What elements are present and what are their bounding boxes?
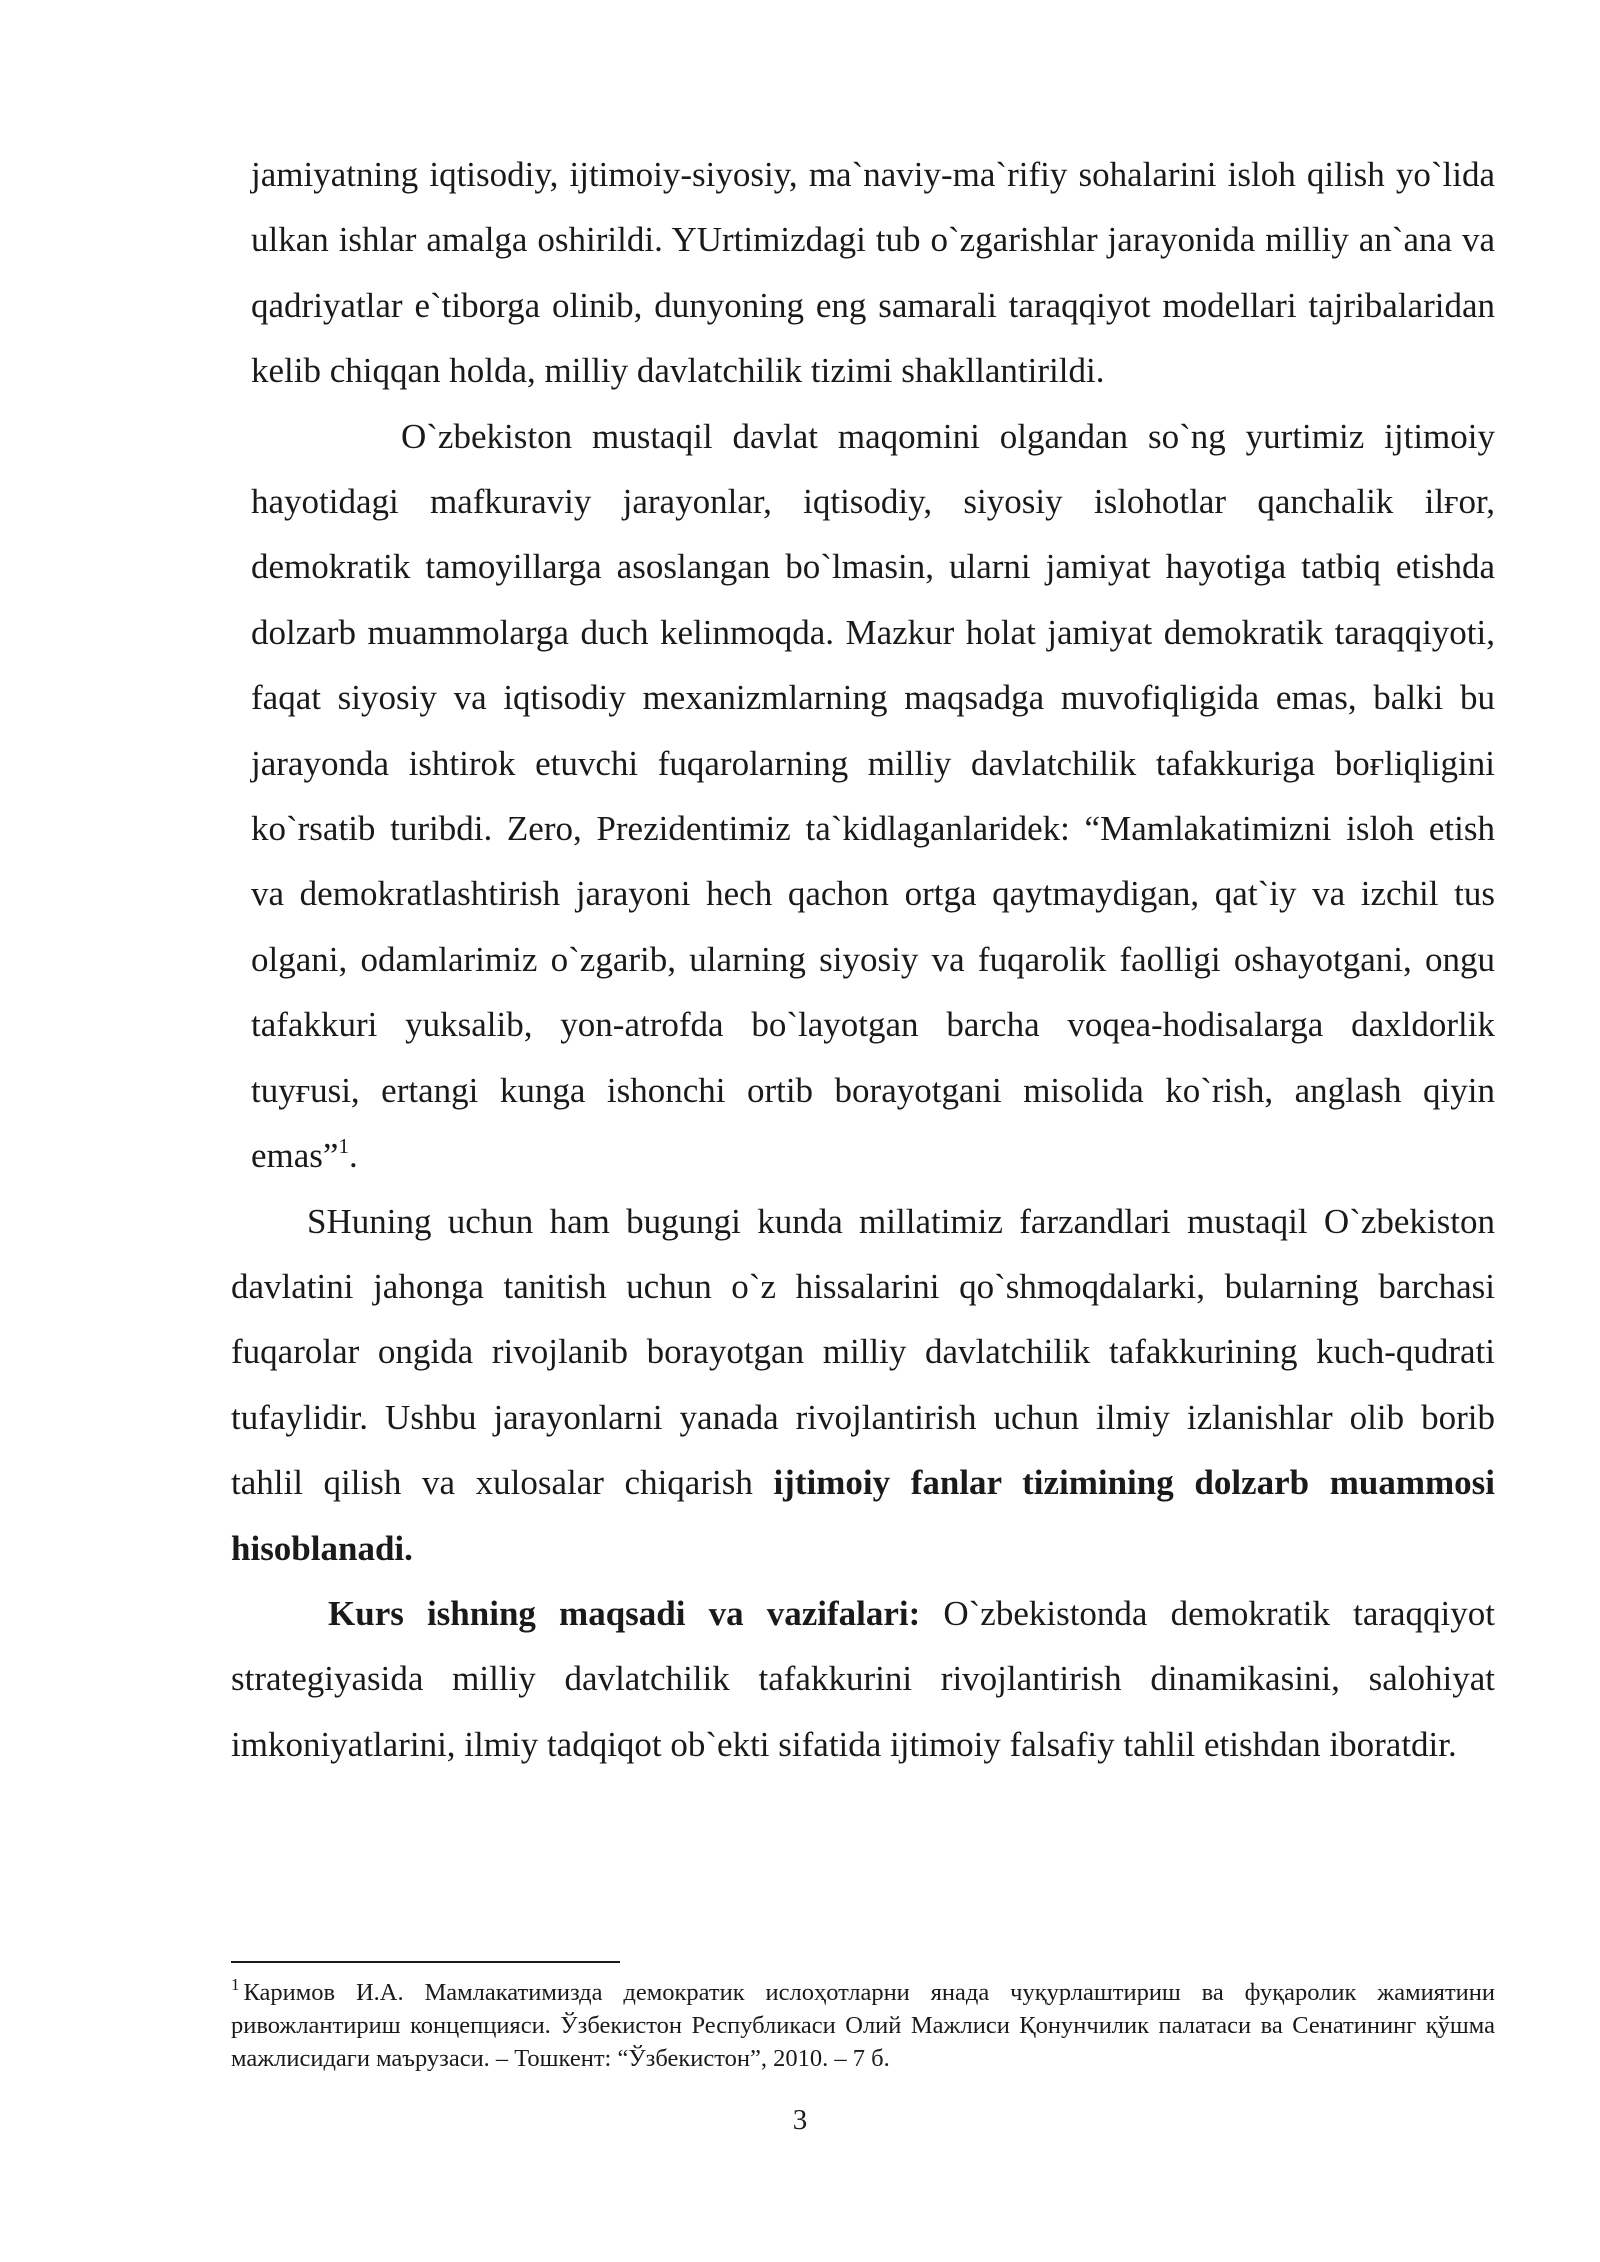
footnote-text: Каримов И.А. Мамлакатимизда демократик ислоҳотларни янада чуқурлаштириш ва фуқаролик жамиятини ривожлантириш концепцияси. Ўзбекистон Республикаси Олий Мажлиси Қонунчилик палатаси ва Сенатининг қўшма мажлисидаги маърузаси. – Тошкент: “Ўзбекистон”, 2010. – 7 б. [231,1979,1495,2072]
paragraph-4-text: O`zbekistonda demokratik taraqqiyot strategiyasida milliy davlatchilik tafakkurini rivojlantirish dinamikasini, salohiyat imkoniyatlarini, ilmiy tadqiqot ob`ekti sifatida ijtimoiy falsafiy tahlil etishdan iboratdir. [231,1593,1495,1764]
footnote-separator [231,1961,620,1963]
paragraph-3-text: SHuning uchun ham bugungi kunda millatimiz farzandlari mustaqil O`zbekiston davlatini jahonga tanitish uchun o`z hissalarini qo`shmoqdalarki, bularning barchasi fuqarolar ongida rivojlanib borayotgan milliy davlatchilik tafakkurining kuch-qudrati tufaylidir. Ushbu jarayonlarni yanada rivojlantirish uchun ilmiy izlanishlar olib borib tahlil qilish va xulosalar chiqarish [231,1201,1495,1503]
paragraph-1-text: jamiyatning iqtisodiy, ijtimoiy-siyosiy, ma`naviy-ma`rifiy sohalarini isloh qilish yo`lida ulkan ishlar amalga oshirildi. YUrtimizdagi tub o`zgarishlar jarayonida milliy an`ana va qadriyatlar e`tiborga olinib, dunyoning eng samarali taraqqiyot modellari tajribalaridan kelib chiqqan holda, milliy davlatchilik tizimi shakllantirildi. [251,155,1495,391]
paragraph-1 [231,142,1495,404]
paragraph-2-text: O`zbekiston mustaqil davlat maqomini olgandan so`ng yurtimiz ijtimoiy hayotidagi mafkuraviy jarayonlar, iqtisodiy, siyosiy islohotlar qanchalik ilғor, demokratik tamoyillarga asoslangan bo`lmasin, ularni jamiyat hayotiga tatbiq etishda dolzarb muammolarga duch kelinmoqda. Mazkur holat jamiyat demokratik taraqqiyoti, faqat siyosiy va iqtisodiy mexanizmlarning maqsadga muvofiqligida emas, balki bu jarayonda ishtirok etuvchi fuqarolarning milliy davlatchilik tafakkuriga boғliqligini ko`rsatib turibdi. Zero, Prezidentimiz ta`kidlaganlaridek: “Mamlakatimizni isloh etish va demokratlashtirish jarayoni hech qachon ortga qaytmaydigan, qat`iy va izchil tus olgani, odamlarimiz o`zgarib, ularning siyosiy va fuqarolik faolligi oshayotgani, ongu tafakkuri yuksalib, yon-atrofda bo`layotgan barcha voqea-hodisalarga daxldorlik tuyғusi, ertangi kunga ishonchi ortib borayotgani misolida ko`rish, anglash qiyin emas” [251,416,1495,1176]
footnote [231,1976,1495,2075]
paragraph-2 [231,404,1495,1189]
main-text [231,142,1495,1777]
paragraph-3-bold: ijtimoiy fanlar tizimining dolzarb muammosi hisoblanadi. [231,1463,1495,1568]
paragraph-2-tail: . [348,1136,358,1176]
page-number: 3 [792,2104,808,2136]
footnote-marker: 1 [231,1975,240,1994]
footnote-reference: 1 [338,1134,349,1159]
paragraph-3 [231,1189,1495,1581]
paragraph-4 [231,1581,1495,1777]
paragraph-4-bold: Kurs ishning maqsadi va vazifalari: [328,1593,921,1633]
